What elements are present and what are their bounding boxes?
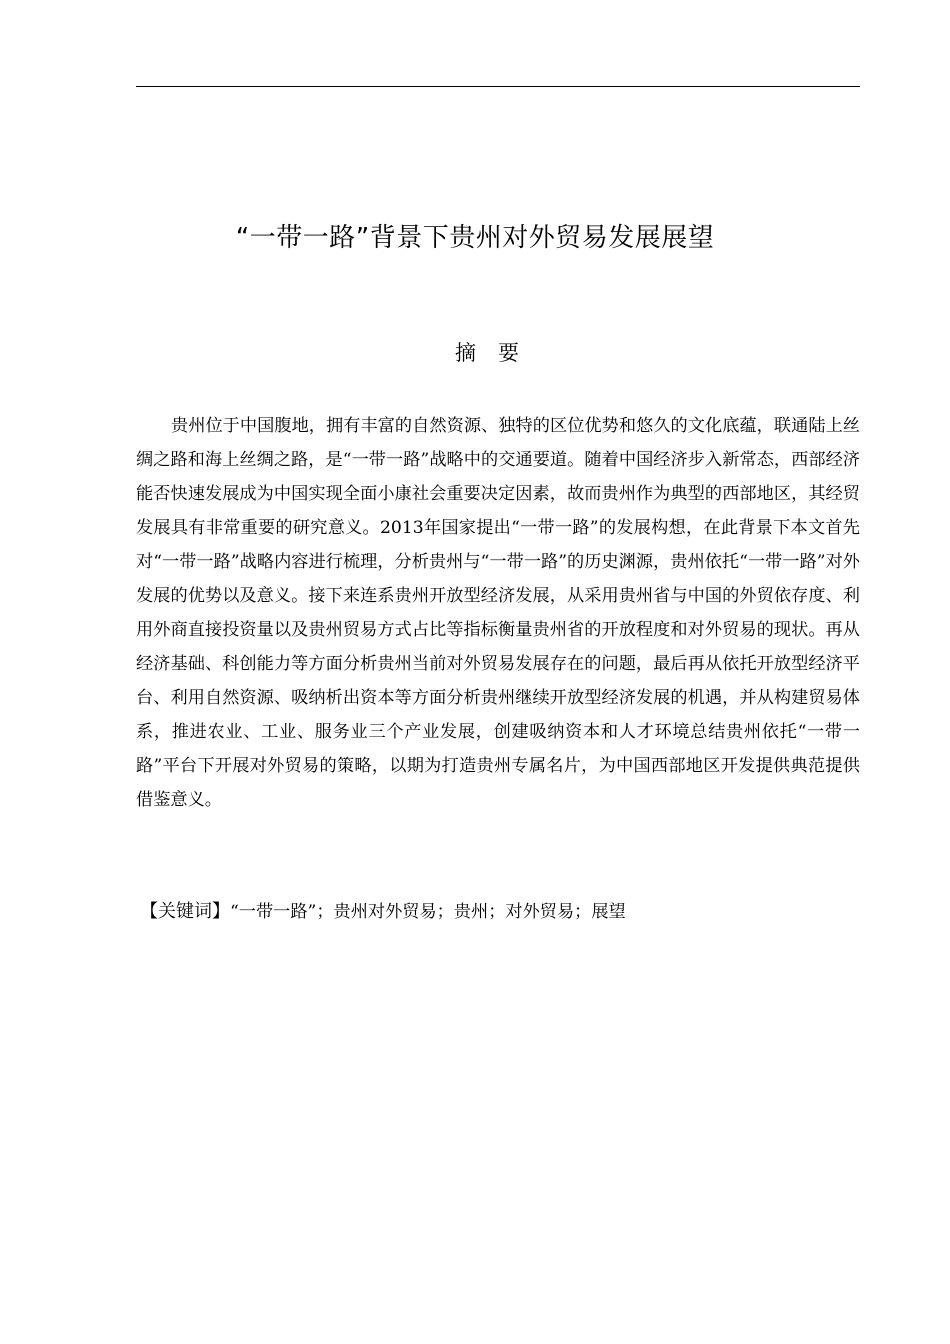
keywords-line: [140, 895, 860, 929]
abstract-heading: 摘要: [455, 341, 541, 365]
keywords-text: “一带一路”；贵州对外贸易；贵州；对外贸易；展望: [230, 902, 626, 922]
keywords-label: 【关键词】: [140, 901, 230, 922]
abstract-body: 贵州位于中国腹地，拥有丰富的自然资源、独特的区位优势和悠久的文化底蕴，联通陆上丝绸之路和海上丝绸之路，是“一带一路”战略中的交通要道。随着中国经济步入新常态，西部经济能否快速发展成为中国实现全面小康社会重要决定因素，故而贵州作为典型的西部地区，其经贸发展具有非常重要的研究意义。2013年国家提出“一带一路”的发展构想，在此背景下本文首先对“一带一路”战略内容进行梳理，分析贵州与“一带一路”的历史渊源，贵州依托“一带一路”对外发展的优势以及意义。接下来连系贵州开放型经济发展，从采用贵州省与中国的外贸依存度、利用外商直接投资量以及贵州贸易方式占比等指标衡量贵州省的开放程度和对外贸易的现状。再从经济基础、科创能力等方面分析贵州当前对外贸易发展存在的问题，最后再从依托开放型经济平台、利用自然资源、吸纳析出资本等方面分析贵州继续开放型经济发展的机遇，并从构建贸易体系，推进农业、工业、服务业三个产业发展，创建吸纳资本和人才环境总结贵州依托“一带一路”平台下开展对外贸易的策略，以期为打造贵州专属名片，为中国西部地区开发提供典范提供借鉴意义。: [136, 416, 860, 810]
paper-title: “一带一路”背景下贵州对外贸易发展展望: [235, 223, 715, 253]
header-rule: [136, 86, 860, 87]
